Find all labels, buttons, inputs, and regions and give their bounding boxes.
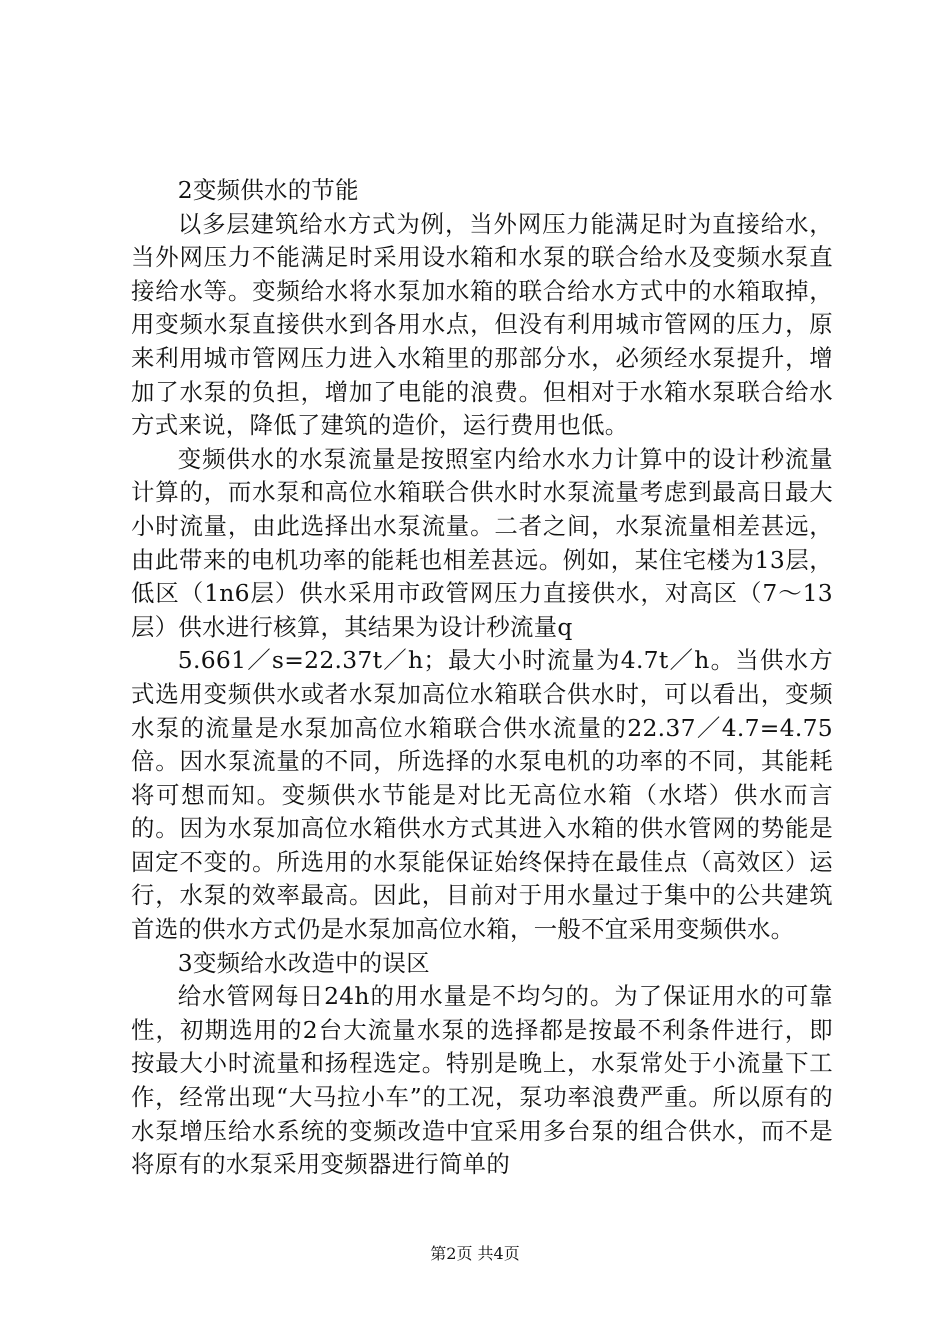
body-paragraph: 以多层建筑给水方式为例，当外网压力能满足时为直接给水，当外网压力不能满足时采用设水箱和水泵的联合给水及变频水泵直接给水等。变频给水将水泵加水箱的联合给水方式中的水箱取掉，用变频水泵直接供水到各用水点，但没有利用城市管网的压力，原来利用城市管网压力进入水箱里的那部分水，必须经水泵提升，增加了水泵的负担，增加了电能的浪费。但相对于水箱水泵联合给水方式来说，降低了建筑的造价，运行费用也低。 <box>131 209 833 440</box>
section-heading: 2变频供水的节能 <box>177 176 359 204</box>
body-paragraph: 给水管网每日24h的用水量是不均匀的。为了保证用水的可靠性，初期选用的2台大流量水泵的选择都是按最不利条件进行，即按最大小时流量和扬程选定。特别是晚上，水泵常处于小流量下工作，经常出现“大马拉小车”的工况，泵功率浪费严重。所以原有的水泵增压给水系统的变频改造中宜采用多台泵的组合供水，而不是将原有的水泵采用变频器进行简单的 <box>131 982 833 1179</box>
section-heading: 3变频给水改造中的误区 <box>177 948 430 977</box>
page-number: 第2页 共4页 <box>430 1244 520 1263</box>
body-paragraph: 变频供水的水泵流量是按照室内给水水力计算中的设计秒流量计算的，而水泵和高位水箱联合供水时水泵流量考虑到最高日最大小时流量，由此选择出水泵流量。二者之间，水泵流量相差甚远，由此带来的电机功率的能耗也相差甚远。例如，某住宅楼为13层，低区（1n6层）供水采用市政管网压力直接供水，对高区（7～13层）供水进行核算，其结果为设计秒流量q <box>131 444 833 641</box>
document-body <box>131 174 833 1182</box>
body-paragraph: 5.661／s=22.37t／h；最大小时流量为4.7t／h。当供水方式选用变频供水或者水泵加高位水箱联合供水时，可以看出，变频水泵的流量是水泵加高位水箱联合供水流量的22.37／4.7=4.75倍。因水泵流量的不同，所选择的水泵电机的功率的不同，其能耗将可想而知。变频供水节能是对比无高位水箱（水塔）供水而言的。因为水泵加高位水箱供水方式其进入水箱的供水管网的势能是固定不变的。所选用的水泵能保证始终保持在最佳点（高效区）运行，水泵的效率最高。因此，目前对于用水量过于集中的公共建筑首选的供水方式仍是水泵加高位水箱，一般不宜采用变频供水。 <box>131 646 833 944</box>
